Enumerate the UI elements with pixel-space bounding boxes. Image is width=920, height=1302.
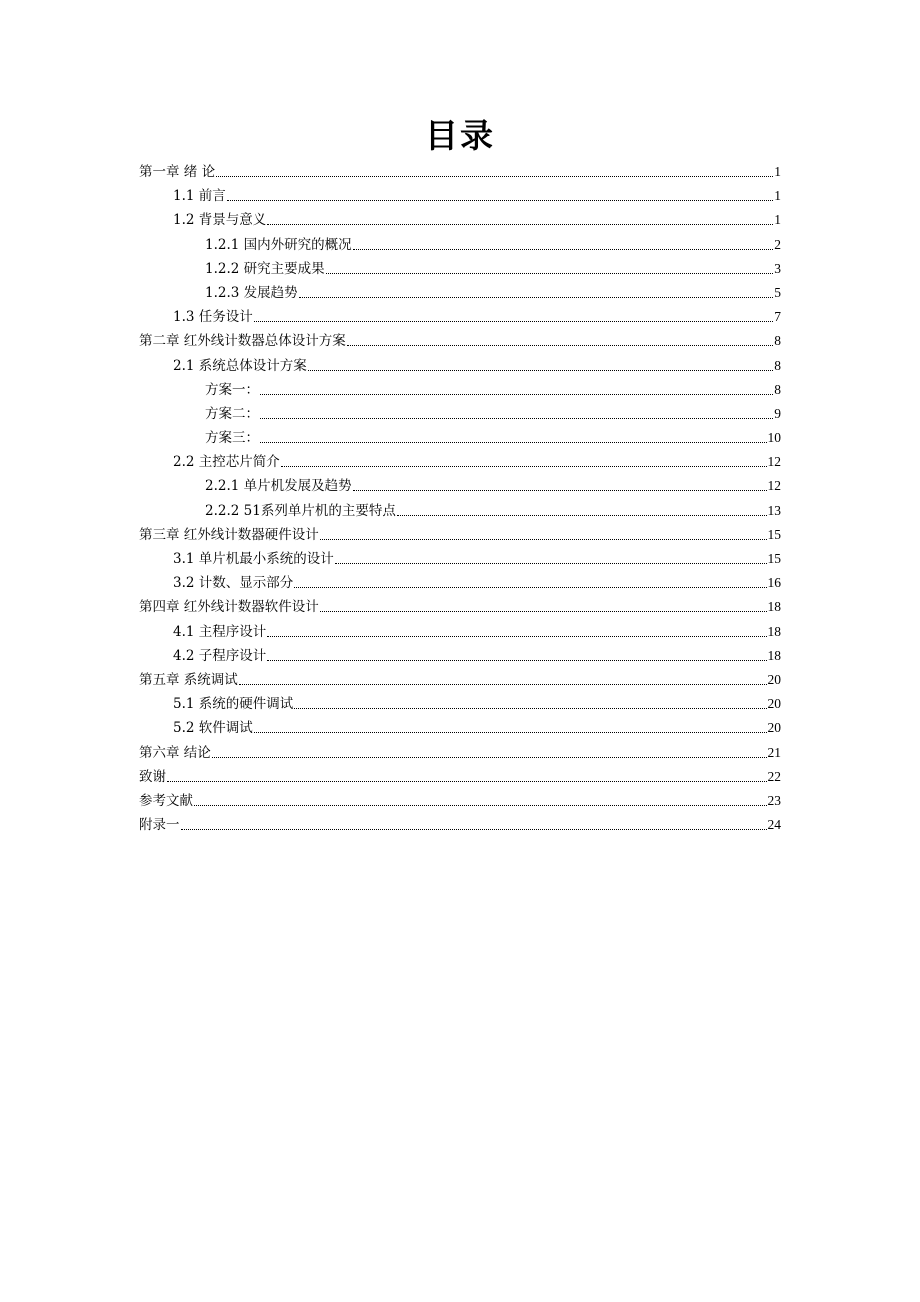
toc-entry[interactable] xyxy=(139,571,781,595)
toc-entry-title: 1.2.2 研究主要成果 xyxy=(205,260,325,277)
toc-entry-page-number: 20 xyxy=(767,696,781,712)
toc-entry-page-number: 15 xyxy=(767,551,781,566)
toc-entry-title: 3.1 单片机最小系统的设计 xyxy=(173,551,334,567)
toc-entry[interactable] xyxy=(139,257,781,281)
toc-dot-leader xyxy=(167,767,767,782)
toc-entry-page-number: 18 xyxy=(767,599,781,615)
toc-entry-title: 第一章 绪 论 xyxy=(139,164,216,180)
toc-entry-page-number: 2 xyxy=(774,236,781,252)
toc-dot-leader xyxy=(294,573,766,588)
toc-entry[interactable] xyxy=(139,208,781,232)
toc-entry-page-number: 10 xyxy=(767,430,781,446)
toc-entry-page-number: 3 xyxy=(774,260,781,276)
toc-entry[interactable] xyxy=(139,547,781,571)
toc-entry-page-number: 22 xyxy=(767,768,781,784)
toc-entry[interactable] xyxy=(139,789,781,813)
toc-entry[interactable] xyxy=(139,426,781,450)
toc-entry-title: 第四章 红外线计数器软件设计 xyxy=(139,599,319,616)
toc-dot-leader xyxy=(320,597,767,612)
toc-entry-title: 致谢 xyxy=(139,768,166,785)
toc-entry-title: 方案一： xyxy=(205,381,259,398)
toc-entry-title: 方案二： xyxy=(205,405,259,422)
toc-entry[interactable] xyxy=(139,281,781,305)
toc-entry-page-number: 18 xyxy=(767,623,781,639)
toc-entry-title: 1.2.1 国内外研究的概况 xyxy=(205,236,352,253)
toc-entry[interactable] xyxy=(139,474,781,498)
toc-entry-title: 3.2 计数、显示部分 xyxy=(173,575,294,592)
toc-dot-leader xyxy=(254,307,773,322)
toc-entry[interactable] xyxy=(139,402,781,426)
toc-entry[interactable] xyxy=(139,668,781,692)
toc-dot-leader xyxy=(320,525,767,540)
toc-entry-page-number: 16 xyxy=(767,575,781,591)
toc-entry-title: 1.2 背景与意义 xyxy=(173,212,267,229)
toc-entry-title: 2.1 系统总体设计方案 xyxy=(173,357,307,374)
toc-dot-leader xyxy=(194,791,767,806)
toc-entry-page-number: 7 xyxy=(774,309,781,325)
toc-entry-title: 2.2.2 51系列单片机的主要特点 xyxy=(205,502,396,519)
toc-entry[interactable] xyxy=(139,523,781,547)
toc-dot-leader xyxy=(267,210,773,225)
toc-entry[interactable] xyxy=(139,692,781,716)
toc-entry-page-number: 1 xyxy=(774,212,781,228)
toc-dot-leader xyxy=(299,283,774,298)
toc-entry[interactable] xyxy=(139,620,781,644)
toc-entry-title: 第五章 系统调试 xyxy=(139,671,238,688)
toc-entry-title: 1.2.3 发展趋势 xyxy=(205,284,298,301)
toc-entry[interactable] xyxy=(139,354,781,378)
toc-entry[interactable] xyxy=(139,160,781,184)
toc-dot-leader xyxy=(227,186,773,201)
page-title: 目录 xyxy=(425,116,495,155)
toc-dot-leader xyxy=(239,670,767,685)
toc-entry-title: 4.2 子程序设计 xyxy=(173,647,267,664)
toc-entry-title: 2.2.1 单片机发展及趋势 xyxy=(205,478,352,495)
toc-entry[interactable] xyxy=(139,644,781,668)
toc-dot-leader xyxy=(347,331,773,346)
toc-entry-page-number: 5 xyxy=(774,284,781,300)
toc-dot-leader xyxy=(353,235,774,250)
toc-entry-page-number: 15 xyxy=(767,526,781,542)
toc-dot-leader xyxy=(254,718,767,733)
toc-entry-page-number: 23 xyxy=(767,792,781,808)
toc-entry-page-number: 21 xyxy=(767,744,781,760)
toc-dot-leader xyxy=(181,815,767,830)
toc-entry-title: 参考文献 xyxy=(139,792,193,809)
toc-dot-leader xyxy=(281,452,767,467)
toc-entry[interactable] xyxy=(139,378,781,402)
toc-entry-title: 4.1 主程序设计 xyxy=(173,623,267,640)
toc-entry-page-number: 12 xyxy=(767,454,781,470)
toc-entry-page-number: 24 xyxy=(767,817,781,833)
toc-entry-title: 5.2 软件调试 xyxy=(173,720,253,737)
toc-entry[interactable] xyxy=(139,741,781,765)
toc-entry-page-number: 18 xyxy=(767,647,781,663)
toc-entry-page-number: 8 xyxy=(774,357,781,373)
toc-entry-page-number: 1 xyxy=(774,188,781,204)
toc-dot-leader xyxy=(326,259,774,274)
toc-entry-title: 1.3 任务设计 xyxy=(173,309,253,326)
toc-entry-page-number: 8 xyxy=(774,333,781,349)
toc-dot-leader xyxy=(267,622,766,637)
toc-entry-title: 1.1 前言 xyxy=(173,188,226,205)
toc-entry[interactable] xyxy=(139,716,781,740)
toc-entry[interactable] xyxy=(139,305,781,329)
toc-entry-page-number: 8 xyxy=(774,381,781,397)
toc-entry[interactable] xyxy=(139,499,781,523)
toc-entry-page-number: 9 xyxy=(774,405,781,421)
toc-entry-page-number: 20 xyxy=(767,671,781,687)
toc-entry-title: 方案三： xyxy=(205,430,259,447)
toc-entry[interactable] xyxy=(139,813,781,837)
toc-dot-leader xyxy=(216,162,773,177)
toc-dot-leader xyxy=(335,549,767,564)
toc-dot-leader xyxy=(260,428,767,443)
toc-dot-leader xyxy=(267,646,766,661)
toc-entry-page-number: 20 xyxy=(767,720,781,736)
toc-dot-leader xyxy=(260,404,773,419)
toc-entry[interactable] xyxy=(139,450,781,474)
toc-entry-page-number: 12 xyxy=(767,478,781,494)
toc-dot-leader xyxy=(260,380,773,395)
toc-entry-title: 2.2 主控芯片简介 xyxy=(173,454,280,471)
toc-dot-leader xyxy=(308,356,773,371)
toc-entry-page-number: 13 xyxy=(767,502,781,518)
toc-entry-title: 第六章 结论 xyxy=(139,744,211,761)
toc-entry-title: 5.1 系统的硬件调试 xyxy=(173,696,294,713)
toc-dot-leader xyxy=(294,694,766,709)
toc-entry-title: 第二章 红外线计数器总体设计方案 xyxy=(139,333,346,350)
toc-entry[interactable] xyxy=(139,765,781,789)
toc-entry-title: 第三章 红外线计数器硬件设计 xyxy=(139,526,319,543)
table-of-contents xyxy=(139,160,781,837)
toc-dot-leader xyxy=(212,743,767,758)
toc-entry-title: 附录一 xyxy=(139,817,180,834)
toc-entry[interactable] xyxy=(139,233,781,257)
toc-dot-leader xyxy=(397,501,767,516)
toc-entry-page-number: 1 xyxy=(774,164,781,179)
toc-entry[interactable] xyxy=(139,184,781,208)
toc-entry[interactable] xyxy=(139,595,781,619)
toc-dot-leader xyxy=(353,476,767,491)
toc-entry[interactable] xyxy=(139,329,781,353)
